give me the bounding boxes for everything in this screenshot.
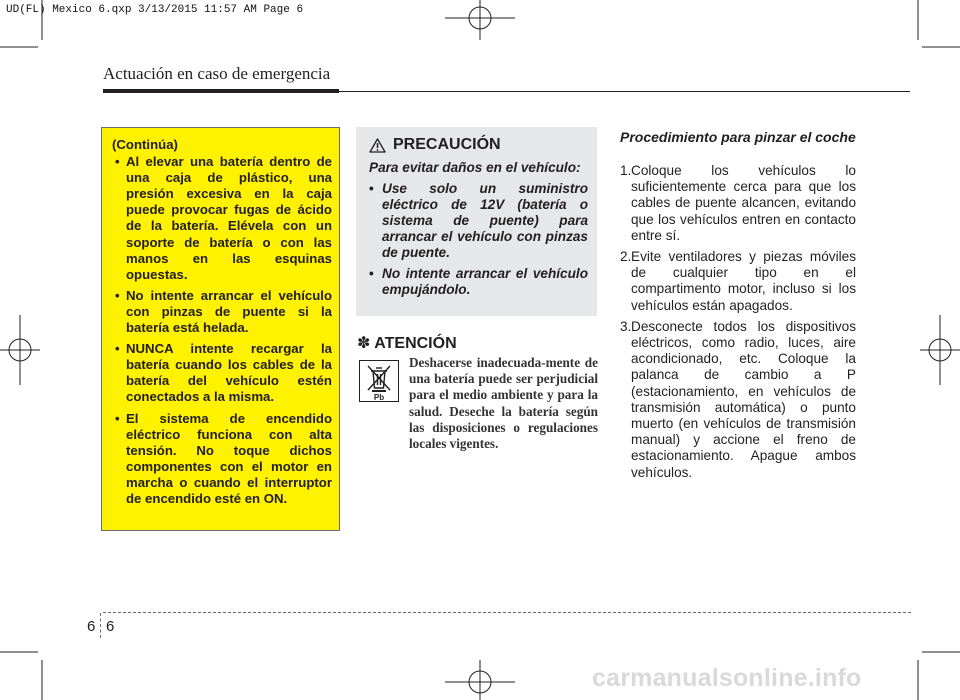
procedure-title: Procedimiento para pinzar el coche xyxy=(620,129,856,145)
warning-bullet-list xyxy=(112,154,332,507)
continued-label: (Continúa) xyxy=(112,137,178,152)
warning-triangle-icon xyxy=(369,138,386,153)
warning-box-continued xyxy=(101,127,340,531)
warning-bullet: • Al elevar una batería dentro de una caja de plástico, una presión excesiva en la caja puede provocar fugas de ácido de la batería. Elévela con un soporte de batería o con las manos en las esquinas opuestas. xyxy=(112,154,332,283)
watermark: carmanualsonline.info xyxy=(592,664,862,692)
procedure-steps xyxy=(620,163,856,486)
page-number: 6 xyxy=(106,618,115,635)
print-slug: UD(FL) Mexico 6.qxp 3/13/2015 11:57 AM Page 6 xyxy=(6,4,304,16)
footer-dashed-rule xyxy=(103,612,911,613)
precaution-intro: Para evitar daños en el vehículo: xyxy=(369,160,581,175)
step-number: 2. xyxy=(620,249,632,265)
step-number: 3. xyxy=(620,318,632,334)
header-rule-thick xyxy=(103,89,339,93)
precaution-header xyxy=(369,137,588,153)
procedure-step xyxy=(620,163,856,244)
chapter-number: 6 xyxy=(87,618,96,635)
registration-mark-left xyxy=(0,315,40,385)
warning-bullet: • No intente arrancar el vehículo con pinzas de puente si la batería está helada. xyxy=(112,288,332,336)
precaution-bullet: • Use solo un suministro eléctrico de 12V (batería o sistema de puente) para arrancar el vehículo con pinzas de puente. xyxy=(369,181,588,261)
step-number: 1. xyxy=(620,163,632,178)
precaution-bullet-list xyxy=(369,181,588,298)
registration-mark-bottom xyxy=(445,660,515,700)
registration-mark-top xyxy=(445,0,515,40)
warning-bullet: • El sistema de encendido eléctrico funciona con alta tensión. No toque dichos componentes con el motor en marcha o cuando el interruptor de encendido esté en ON. xyxy=(112,411,332,508)
attention-text: Deshacerse inadecuada-mente de una batería puede ser perjudicial para el medio ambiente y para la salud. Deseche la batería según las disposiciones o regulaciones locales vigentes. xyxy=(409,355,598,452)
procedure-step xyxy=(620,249,856,314)
step-text: Desconecte todos los dispositivos eléctricos, como radio, luces, aire acondicionado, etc. Coloque la palanca de cambio a P (estacionamiento, en vehículos de transmisión automática) o punto muerto (en vehículos de transmisión manual) y accione el freno de estacionamiento. Apague ambos vehículos. xyxy=(631,318,856,480)
section-title: Actuación en caso de emergencia xyxy=(103,64,331,83)
battery-icon-label: Pb xyxy=(373,393,385,402)
registration-mark-right xyxy=(920,315,960,385)
step-text: Coloque los vehículos lo suficientemente cerca para que los cables de puente alcancen, evitando que los vehículos entren en contacto entre sí. xyxy=(631,163,856,243)
attention-title: ✽ ATENCIÓN xyxy=(357,335,457,352)
precaution-bullet: • No intente arrancar el vehículo empujándolo. xyxy=(369,266,588,298)
precaution-title: PRECAUCIÓN xyxy=(393,136,501,153)
step-text: Evite ventiladores y piezas móviles de cualquier tipo en el compartimento motor, incluso si los vehículos están apagados. xyxy=(631,249,856,313)
warning-bullet: • NUNCA intente recargar la batería cuando los cables de la batería del vehículo estén conectados a la misma. xyxy=(112,341,332,405)
page-number-separator xyxy=(100,613,101,638)
header-rule-thin xyxy=(339,91,910,92)
procedure-step xyxy=(620,319,856,481)
battery-disposal-icon xyxy=(359,360,399,402)
precaution-box xyxy=(356,127,597,316)
